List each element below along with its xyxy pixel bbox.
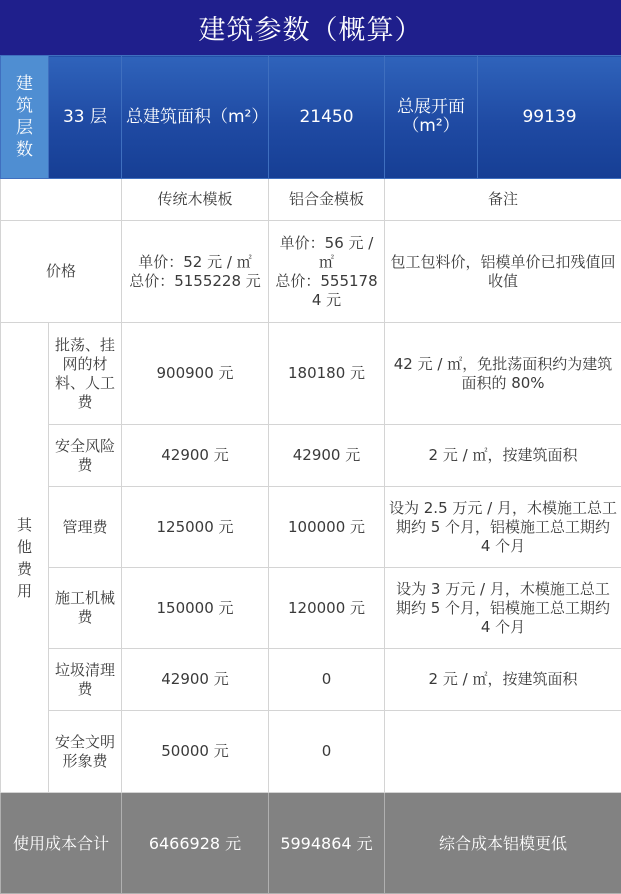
fee-label: 安全文明形象费	[49, 711, 122, 793]
total-area-value: 21450	[269, 56, 385, 179]
floors-value: 33 层	[49, 56, 122, 179]
fee-label: 安全风险费	[49, 425, 122, 487]
fee-note: 2 元 / ㎡，按建筑面积	[385, 649, 621, 711]
fee-wood: 150000 元	[122, 568, 269, 649]
fee-label: 管理费	[49, 487, 122, 568]
price-row	[1, 221, 621, 323]
table-row	[1, 425, 621, 487]
fee-alu: 42900 元	[269, 425, 385, 487]
fee-note: 设为 2.5 万元 / 月，木模施工总工期约 5 个月，铝模施工总工期约 4 个月	[385, 487, 621, 568]
fee-note: 2 元 / ㎡，按建筑面积	[385, 425, 621, 487]
total-alu: 5994864 元	[269, 793, 385, 894]
header-row	[1, 56, 621, 179]
fee-label: 批荡、挂网的材料、人工费	[49, 323, 122, 425]
table-row	[1, 568, 621, 649]
fee-note: 设为 3 万元 / 月，木模施工总工期约 5 个月，铝模施工总工期约 4 个月	[385, 568, 621, 649]
price-note: 包工包料价，铝模单价已扣残值回收值	[385, 221, 621, 323]
fee-alu: 0	[269, 649, 385, 711]
column-note: 备注	[385, 179, 621, 221]
fee-alu: 0	[269, 711, 385, 793]
footer-row	[1, 793, 621, 894]
fee-alu: 100000 元	[269, 487, 385, 568]
price-wood: 单价：52 元 / ㎡ 总价：5155228 元	[122, 221, 269, 323]
table-row	[1, 487, 621, 568]
cost-table	[0, 55, 621, 894]
floors-label: 建筑层数	[1, 56, 49, 179]
fee-label: 垃圾清理费	[49, 649, 122, 711]
fee-wood: 42900 元	[122, 425, 269, 487]
total-label: 使用成本合计	[1, 793, 122, 894]
unfold-area-value: 99139	[478, 56, 621, 179]
total-wood: 6466928 元	[122, 793, 269, 894]
fee-wood: 125000 元	[122, 487, 269, 568]
table-row	[1, 649, 621, 711]
unfold-area-label: 总展开面（m²）	[385, 56, 478, 179]
table-row	[1, 323, 621, 425]
column-alu: 铝合金模板	[269, 179, 385, 221]
fee-alu: 120000 元	[269, 568, 385, 649]
fee-note: 42 元 / ㎡，免批荡面积约为建筑面积的 80%	[385, 323, 621, 425]
total-area-label: 总建筑面积（m²）	[122, 56, 269, 179]
column-wood: 传统木模板	[122, 179, 269, 221]
price-label: 价格	[1, 221, 122, 323]
other-fees-label: 其他费用	[1, 323, 49, 793]
table-row	[1, 711, 621, 793]
page-title: 建筑参数（概算）	[0, 0, 621, 55]
fee-alu: 180180 元	[269, 323, 385, 425]
fee-wood: 900900 元	[122, 323, 269, 425]
fee-note	[385, 711, 621, 793]
fee-label: 施工机械费	[49, 568, 122, 649]
price-alu: 单价：56 元 / ㎡ 总价：5551784 元	[269, 221, 385, 323]
fee-wood: 42900 元	[122, 649, 269, 711]
fee-wood: 50000 元	[122, 711, 269, 793]
blank-cell	[1, 179, 122, 221]
total-note: 综合成本铝模更低	[385, 793, 621, 894]
column-header-row	[1, 179, 621, 221]
